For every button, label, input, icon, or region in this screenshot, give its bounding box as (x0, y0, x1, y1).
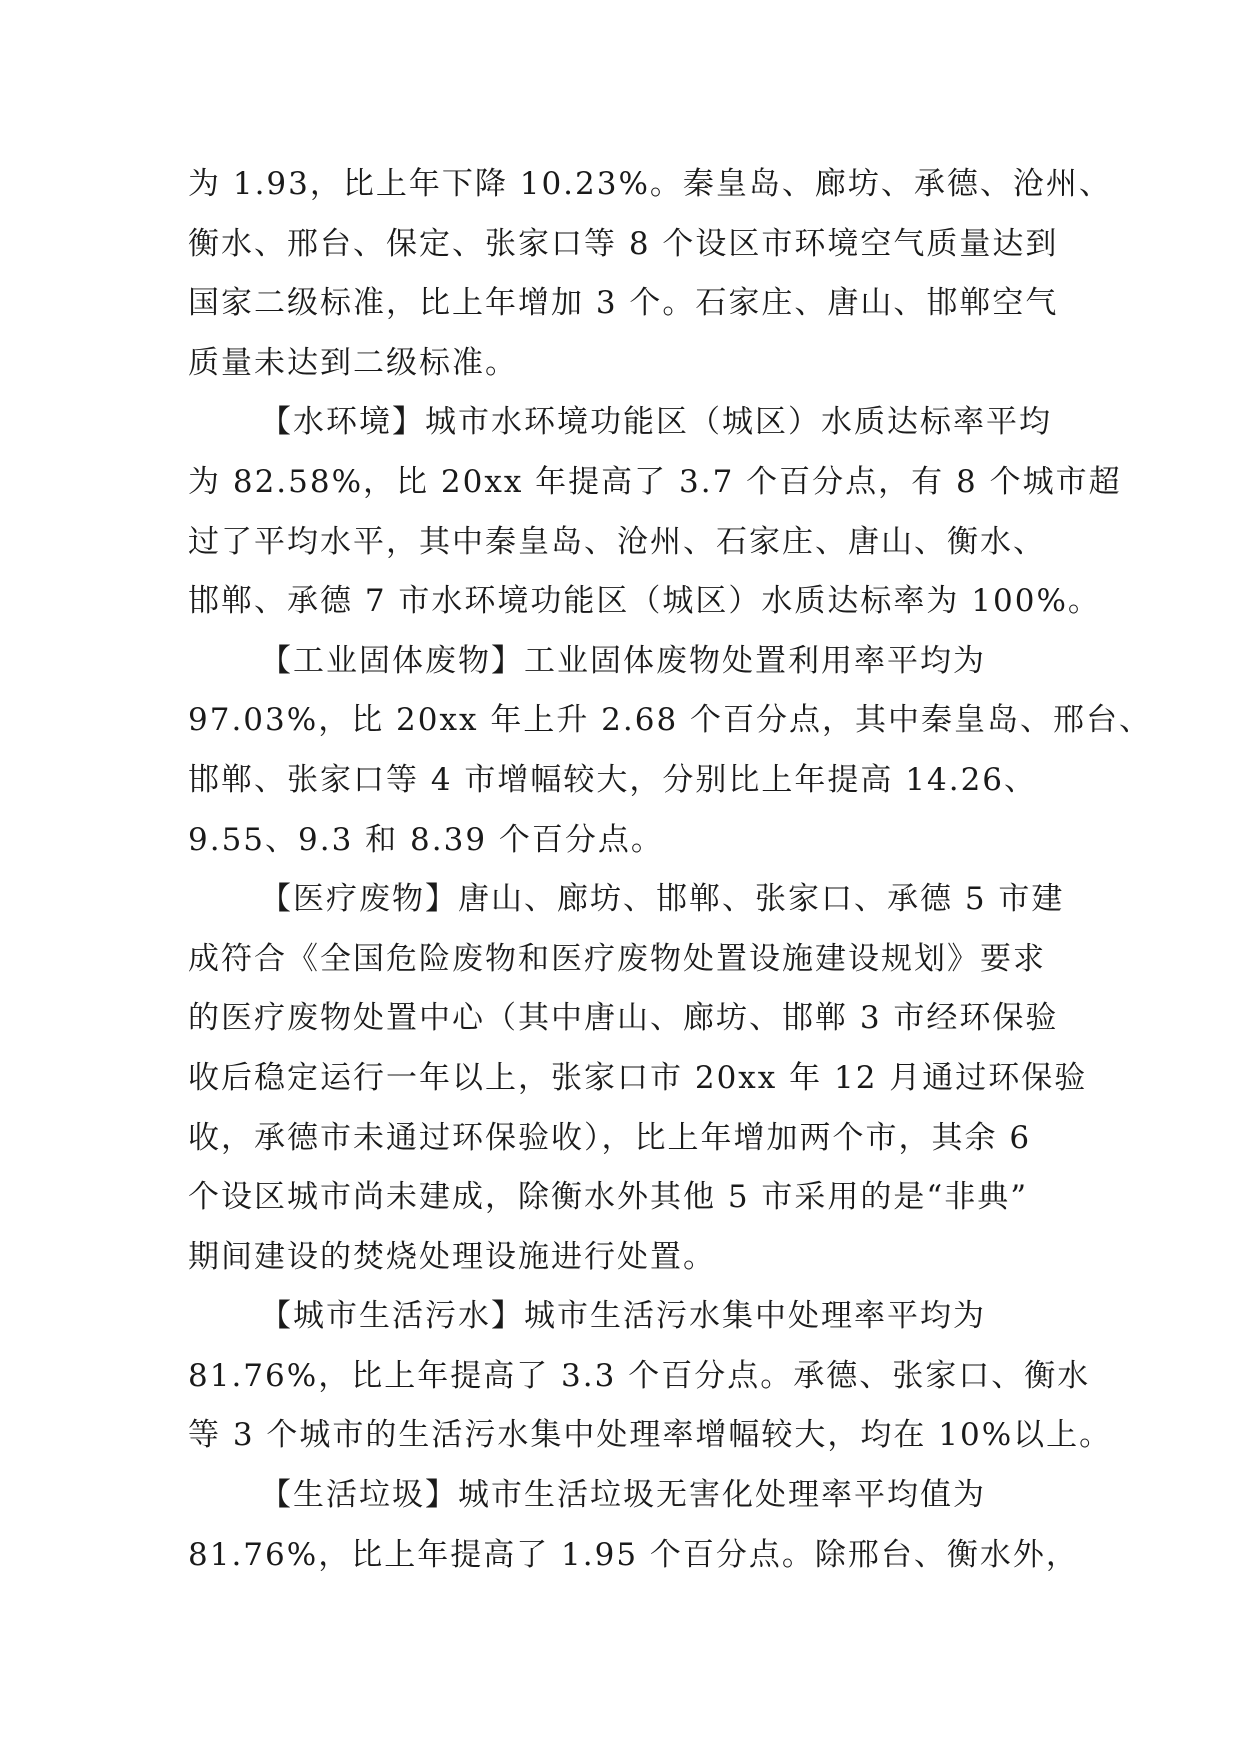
text-line: 9.55、9.3 和 8.39 个百分点。 (188, 821, 664, 858)
text-line: 【生活垃圾】城市生活垃圾无害化处理率平均值为 (260, 1477, 986, 1514)
text-line: 邯郸、张家口等 4 市增幅较大，分别比上年提高 14.26、 (188, 761, 1038, 798)
paragraph-household-garbage (188, 1466, 1079, 1585)
text-line: 邯郸、承德 7 市水环境功能区（城区）水质达标率为 100%。 (188, 583, 1101, 620)
text-line: 为 82.58%，比 20xx 年提高了 3.7 个百分点，有 8 个城市超 (188, 463, 1122, 500)
text-line: 【城市生活污水】城市生活污水集中处理率平均为 (260, 1298, 986, 1335)
paragraph-industrial-solid-waste (188, 632, 1153, 870)
text-line: 国家二级标准，比上年增加 3 个。石家庄、唐山、邯郸空气 (188, 285, 1059, 322)
text-line: 衡水、邢台、保定、张家口等 8 个设区市环境空气质量达到 (188, 225, 1059, 262)
text-line: 81.76%，比上年提高了 3.3 个百分点。承德、张家口、衡水 (188, 1357, 1091, 1394)
text-line: 收，承德市未通过环保验收），比上年增加两个市，其余 6 (188, 1119, 1032, 1156)
text-line: 97.03%，比 20xx 年上升 2.68 个百分点，其中秦皇岛、邢台、 (188, 702, 1153, 739)
paragraph-air-quality (188, 155, 1112, 393)
text-line: 质量未达到二级标准。 (188, 344, 518, 381)
text-line: 【水环境】城市水环境功能区（城区）水质达标率平均 (260, 404, 1052, 441)
text-line: 【医疗废物】唐山、廊坊、邯郸、张家口、承德 5 市建 (260, 881, 1065, 918)
text-line: 等 3 个城市的生活污水集中处理率增幅较大，均在 10%以上。 (188, 1417, 1113, 1454)
text-line: 为 1.93，比上年下降 10.23%。秦皇岛、廊坊、承德、沧州、 (188, 166, 1112, 202)
paragraph-medical-waste (188, 870, 1088, 1287)
text-line: 过了平均水平，其中秦皇岛、沧州、石家庄、唐山、衡水、 (188, 523, 1046, 560)
paragraph-urban-sewage (188, 1287, 1113, 1466)
text-line: 收后稳定运行一年以上，张家口市 20xx 年 12 月通过环保验 (188, 1059, 1088, 1096)
text-line: 81.76%，比上年提高了 1.95 个百分点。除邢台、衡水外， (188, 1536, 1079, 1573)
text-line: 的医疗废物处置中心（其中唐山、廊坊、邯郸 3 市经环保验 (188, 1000, 1059, 1037)
paragraph-water-environment (188, 393, 1122, 631)
text-line: 成符合《全国危险废物和医疗废物处置设施建设规划》要求 (188, 940, 1046, 977)
document-body (188, 155, 1153, 1585)
text-line: 【工业固体废物】工业固体废物处置利用率平均为 (260, 642, 986, 679)
text-line: 期间建设的焚烧处理设施进行处置。 (188, 1238, 716, 1275)
text-line: 个设区城市尚未建成，除衡水外其他 5 市采用的是“非典” (188, 1179, 1029, 1216)
